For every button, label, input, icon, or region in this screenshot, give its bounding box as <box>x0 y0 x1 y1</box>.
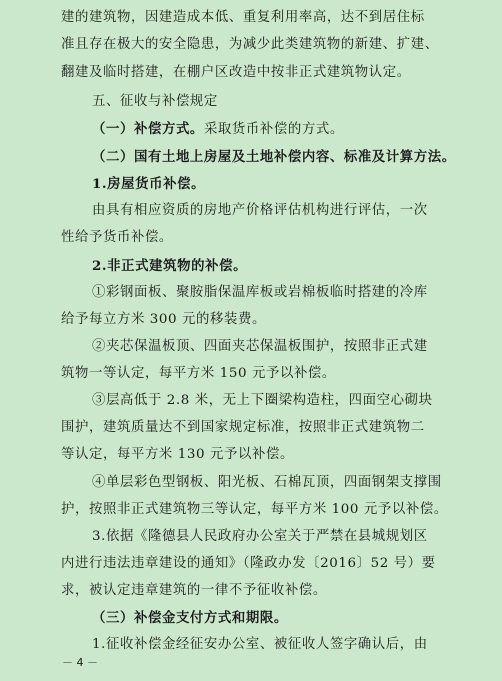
body-text-line: 准且存在极大的安全隐患，为减少此类建筑物的新建、扩建、 <box>61 37 439 52</box>
subsection-heading <box>92 119 502 140</box>
body-text-line: ①彩钢面板、聚胺脂保温库板或岩棉板临时搭建的冷库 <box>92 285 428 300</box>
item-heading: 2.非正式建筑物的补偿。 <box>92 258 248 274</box>
body-text-line: 筑物一等认定，每平方米 150 元予以补偿。 <box>61 366 336 381</box>
body-text-line: 给予每立方米 300 元的移装费。 <box>61 312 266 327</box>
body-text-line: 内进行违法违章建设的通知》（隆政办发〔2016〕52 号）要 <box>61 556 436 571</box>
subsection-text: 采取货币补偿的方式。 <box>203 122 344 137</box>
body-text-line: 求，被认定违章建筑的一律不予征收补偿。 <box>61 583 327 598</box>
body-text-line: 由具有相应资质的房地产价格评估机构进行评估，一次 <box>92 203 428 218</box>
body-text-line: 1.征收补偿金经征安办公室、被征收人签字确认后，由 <box>92 637 428 652</box>
subsection-heading: （二）国有土地上房屋及土地补偿内容、标准及计算方法。 <box>92 149 456 165</box>
body-text-line: ③层高低于 2.8 米，无上下圈梁构造柱，四面空心砌块 <box>92 393 433 408</box>
body-text-line: ④单层彩色型钢板、阳光板、石棉瓦顶，四面钢架支撑围 <box>92 475 442 490</box>
body-text-line: 3.依据《隆德县人民政府办公室关于严禁在县城规划区 <box>92 529 428 544</box>
body-text-line: 等认定，每平方米 130 元予以补偿。 <box>61 447 294 462</box>
body-text-line: 翻建及临时搭建，在棚户区改造中按非正式建筑物认定。 <box>61 65 411 80</box>
body-text-line: ②夹芯保温板顶、四面夹芯保温板围护，按照非正式建 <box>92 339 428 354</box>
section-heading: 五、征收与补偿规定 <box>92 94 218 109</box>
body-text-line: 建的建筑物，因建造成本低、重复利用率高，达不到居住标 <box>61 10 425 25</box>
subsection-title: （一）补偿方式。 <box>92 121 204 137</box>
body-text-line: 护，按照非正式建筑物三等认定，每平方米 100 元予以补偿。 <box>61 502 448 517</box>
subsection-heading: （三）补偿金支付方式和期限。 <box>92 610 288 626</box>
body-text-line: 围护，建筑质量达不到国家规定标准，按照非正式建筑物二 <box>61 420 425 435</box>
body-text-line: 性给予货币补偿。 <box>61 230 173 245</box>
page-number: － 4 － <box>62 656 98 669</box>
item-heading: 1.房屋货币补偿。 <box>92 176 206 192</box>
